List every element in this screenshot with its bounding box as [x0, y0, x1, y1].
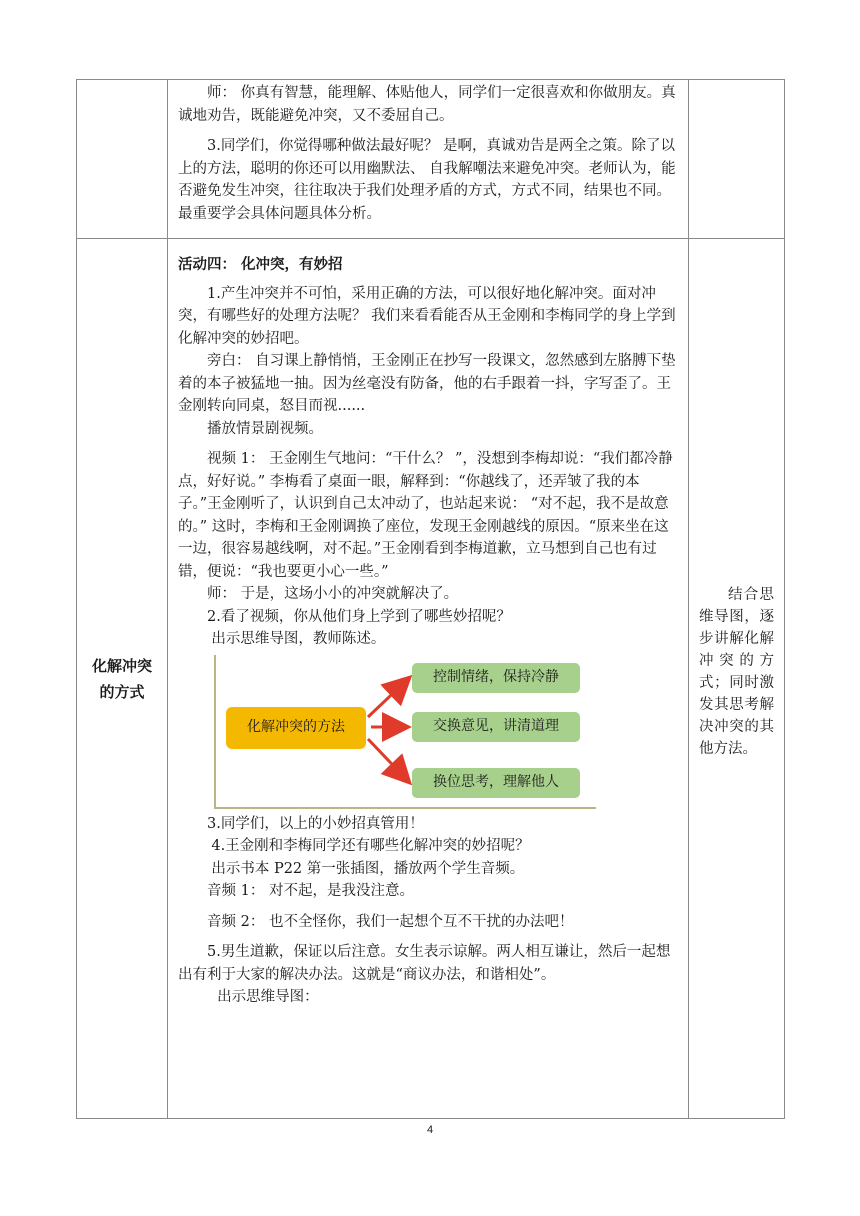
- paragraph: 3.同学们，以上的小妙招真管用！: [207, 815, 424, 832]
- mind-map-branch: 交换意见，讲清道理: [412, 712, 580, 742]
- note-cell-empty: [689, 80, 785, 239]
- page-number: 4: [426, 1124, 434, 1136]
- activity-title: 活动四： 化冲突，有妙招: [178, 257, 343, 273]
- note-cell: [689, 239, 785, 1119]
- section-name-line: 的方式: [99, 682, 145, 701]
- paragraph: 音频 2： 也不全怪你，我们一起想个互不干扰的办法吧！: [207, 913, 574, 930]
- paragraph: 出示思维导图，教师陈述。: [211, 631, 386, 647]
- mind-map-branch: 控制情绪，保持冷静: [412, 663, 580, 693]
- paragraph: 视频 1： 王金刚生气地问：“干什么？ ”，没想到李梅却说：“我们都冷静点，好好说。” 李梅看了桌面一眼，解释到：“你越线了，还弄皱了我的本子。”王金刚听了，认识到自己太冲动了，也站起来说： “对不起，我不是故意的。” 这时，李梅和王金刚调换了座位，发现王金刚越线的原因。“原来坐在这一边，很容易越线啊，对不起。”王金刚看到李梅道歉，立马想到自己也有过错，便说：“我也要更小心一些。”: [178, 451, 673, 580]
- paragraph: 旁白： 自习课上静悄悄，王金刚正在抄写一段课文，忽然感到左胳膊下垫着的本子被猛地一抽。因为丝毫没有防备，他的右手跟着一抖，字写歪了。王金刚转向同桌，怒目而视......: [178, 353, 676, 414]
- section-name-cell: [77, 239, 168, 1119]
- section-name-line: 化解冲突: [91, 656, 152, 675]
- paragraph: 2.看了视频，你从他们身上学到了哪些妙招呢？: [207, 608, 511, 625]
- paragraph: 3.同学们，你觉得哪种做法最好呢？ 是啊，真诚劝告是两全之策。除了以上的方法，聪明的你还可以用幽默法、 自我解嘲法来避免冲突。老师认为，能否避免发生冲突，往往取决于我们处理矛盾的方式，方式不同，结果也不同。最重要学会具体问题具体分析。: [178, 138, 676, 222]
- arrow-up: [368, 679, 408, 717]
- paragraph: 出示思维导图：: [217, 989, 319, 1005]
- paragraph: 4.王金刚和李梅同学还有哪些化解冲突的妙招呢？: [211, 838, 530, 854]
- section-name-cell-empty: [77, 80, 168, 239]
- table-row: [77, 239, 785, 1119]
- paragraph: 音频 1： 对不起，是我没注意。: [207, 883, 414, 899]
- table-row: [77, 80, 785, 239]
- paragraph: 出示书本 P22 第一张插图，播放两个学生音频。: [211, 860, 525, 877]
- content-cell: [168, 239, 689, 1119]
- paragraph: 师： 于是，这场小小的冲突就解决了。: [207, 586, 459, 602]
- mind-map: [214, 655, 596, 809]
- content-text: [168, 80, 688, 225]
- paragraph: 5.男生道歉，保证以后注意。女生表示谅解。两人相互谦让，然后一起想出有利于大家的解决办法。这就是“商议办法，和谐相处”。: [178, 944, 671, 983]
- teaching-note: 结合思维导图，逐步讲解化解冲突的方式；同时激发其思考解决冲突的其他方法。: [699, 587, 774, 757]
- mind-map-branch: 换位思考，理解他人: [412, 768, 580, 798]
- paragraph: 1.产生冲突并不可怕，采用正确的方法，可以很好地化解冲突。面对冲突，有哪些好的处理方法呢？ 我们来看看能否从王金刚和李梅同学的身上学到化解冲突的妙招吧。: [178, 285, 676, 347]
- paragraph: 播放情景剧视频。: [207, 420, 323, 437]
- mind-map-center: 化解冲突的方法: [226, 707, 366, 749]
- arrow-down: [368, 739, 408, 781]
- content-text: [168, 239, 688, 1009]
- content-cell: [168, 80, 689, 239]
- lesson-plan-table: [76, 79, 785, 1119]
- paragraph: 师： 你真有智慧，能理解、体贴他人，同学们一定很喜欢和你做朋友。真诚地劝告，既能避免冲突，又不委屈自己。: [178, 85, 676, 124]
